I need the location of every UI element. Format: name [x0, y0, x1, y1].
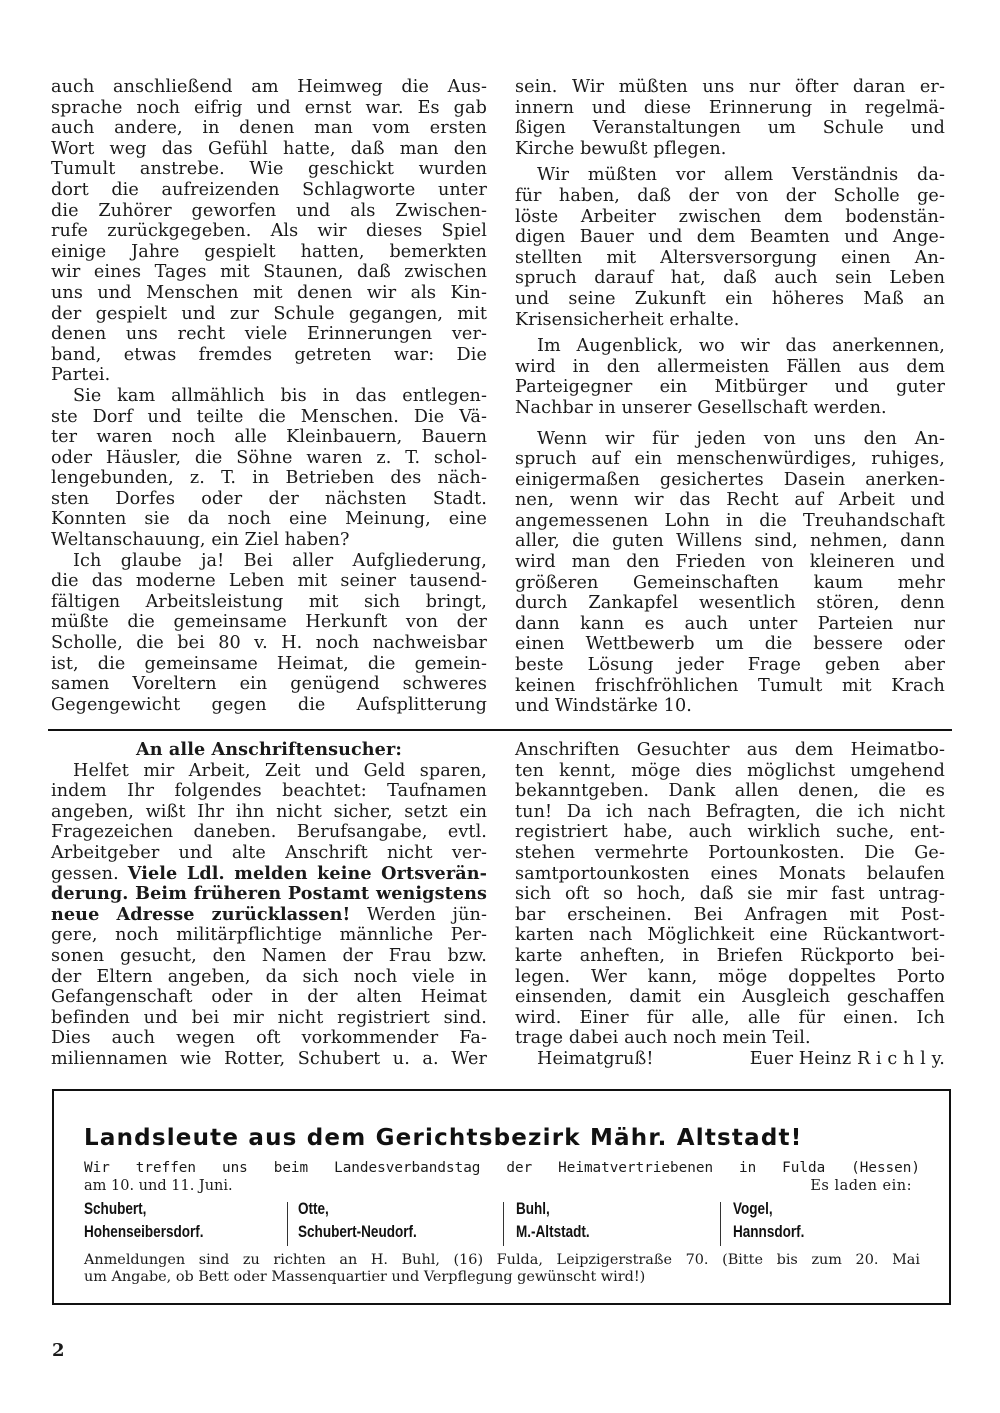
invite-label: Es laden ein:: [810, 1178, 912, 1194]
text-line: Ich glaube ja! Bei aller Aufgliederung,: [73, 550, 487, 571]
text-emphasis: neue Adresse zurücklassen!: [51, 903, 351, 925]
text-line: [51, 905, 487, 926]
text-line: wir eines Tages mit Staunen, daß zwischen: [51, 262, 487, 283]
text-line: der Eltern angeben, da sich noch viele in: [51, 966, 487, 987]
host-divider: [287, 1202, 288, 1246]
text-line: ßigen Veranstaltungen um Schule und: [515, 118, 945, 139]
text-line: karte anheften, in Briefen Rückporto bei-: [515, 945, 945, 966]
text-line: Fragezeichen daneben. Berufsangabe, evtl.: [51, 822, 487, 843]
text-line: Kirche bewußt pflegen.: [515, 138, 727, 159]
host-entry: [84, 1198, 204, 1244]
text-line: lengebunden, z. T. in Betrieben des näch-: [51, 468, 487, 489]
section-divider: [48, 729, 952, 731]
text-line: dort die aufreizenden Schlagworte unter: [51, 179, 487, 200]
text-line: einige Jahre gespielt hatten, bemerkten: [51, 241, 487, 262]
text-line: bekanntgeben. Dank allen denen, die es: [515, 781, 945, 802]
article-column-right: [515, 77, 945, 717]
text-line: Wort weg das Gefühl hatte, daß man den: [51, 138, 487, 159]
text-line: registriert habe, auch wirklich suche, ent-: [515, 822, 945, 843]
text-line: auch andere, in denen man vom ersten: [51, 118, 487, 139]
notice-column-right: [515, 740, 945, 1070]
text-line: sich oft so hoch, daß sie mir fast untrag-: [515, 884, 945, 905]
text-line: samen Voreltern ein genügend schweres: [51, 674, 487, 695]
text-line: keinen frischfröhlichen Tumult mit Krach: [515, 675, 945, 696]
announcement-subtitle: Wir treffen uns beim Landesverbandstag der Heimatvertriebenen in Fulda (Hessen): [84, 1160, 920, 1176]
host-name: Buhl,: [516, 1200, 550, 1218]
text-line: Nachbar in unserer Gesellschaft werden.: [515, 397, 887, 418]
text-line: stehen vermehrte Portounkosten. Die Ge-: [515, 842, 945, 863]
text-line: Helfet mir Arbeit, Zeit und Geld sparen,: [73, 760, 487, 781]
text-line: tun! Da ich nach Befragten, die ich nicht: [515, 801, 945, 822]
text-line: uns und Menschen mit denen wir als Kin-: [51, 282, 487, 303]
text-line: der gespielt und zur Schule gegangen, mit: [51, 303, 487, 324]
signature: Euer Heinz R i c h l y.: [749, 1048, 945, 1069]
host-name: Vogel,: [733, 1200, 773, 1218]
text-line: Anschriften Gesuchter aus dem Heimatbo-: [515, 740, 945, 760]
text-line: Sie kam allmählich bis in das entlegen-: [73, 385, 487, 406]
text-line: trage dabei auch noch mein Teil.: [515, 1028, 811, 1049]
host-divider: [720, 1202, 721, 1246]
host-place: M.-Altstadt.: [516, 1223, 590, 1241]
text-line: ist, die gemeinsame Heimat, die gemein-: [51, 653, 487, 674]
text-emphasis: derung. Beim früheren Postamt wenigstens: [51, 883, 487, 905]
text-line: Konnten sie da noch eine Meinung, eine: [51, 509, 487, 530]
text-line: die das moderne Leben mit seiner tausend-: [51, 571, 487, 592]
host-place: Hannsdorf.: [733, 1223, 805, 1241]
text-line: sten Dorfes oder der nächsten Stadt.: [51, 488, 487, 509]
text-plain: Werden jün-: [350, 904, 487, 925]
text-line: angeben, wißt Ihr ihn nicht sicher, setzt ein: [51, 801, 487, 822]
text-line: und Windstärke 10.: [515, 696, 692, 717]
text-line: sein. Wir müßten uns nur öfter daran er-: [515, 77, 945, 97]
text-line: ten kennt, möge dies möglichst umgehend: [515, 760, 945, 781]
host-name: Otte,: [298, 1200, 329, 1218]
notice-column-left: [51, 740, 487, 1070]
text-line: bar erscheinen. Bei Anfragen mit Post-: [515, 904, 945, 925]
text-line: samtportounkosten eines Monats belaufen: [515, 863, 945, 884]
text-line: Tumult anstrebe. Wie geschickt wurden: [51, 159, 487, 180]
text-line: löste Arbeiter zwischen dem bodenstän-: [515, 206, 945, 227]
host-entry: [516, 1198, 590, 1244]
text-line: Im Augenblick, wo wir das anerkennen,: [537, 336, 945, 357]
text-line: einen Wettbewerb um die bessere oder: [515, 634, 945, 655]
text-line: nen, wenn wir das Recht auf Arbeit und: [515, 490, 945, 511]
text-line: oder Häusler, die Söhne waren z. T. schol-: [51, 447, 487, 468]
text-line: durch Zankapfel wesentlich stören, denn: [515, 593, 945, 614]
text-line: ste Dorf und teilte die Menschen. Die Vä-: [51, 406, 487, 427]
host-entry: [733, 1198, 804, 1244]
text-line: karten nach Möglichkeit eine Rückantwort-: [515, 925, 945, 946]
text-line: Arbeitgeber und alte Anschrift nicht ver-: [51, 842, 487, 863]
text-line: Anmeldungen sind zu richten an H. Buhl, (16) Fulda, Leipzigerstraße 70. (Bitte bis zum 20. Mai: [84, 1252, 920, 1268]
announcement-footer: [84, 1252, 920, 1286]
host-place: Hohenseibersdorf.: [84, 1223, 204, 1241]
announcement-date: am 10. und 11. Juni.: [84, 1178, 233, 1194]
text-line: Scholle, die bei 80 v. H. noch nachweisbar: [51, 633, 487, 654]
text-line: Gegengewicht gegen die Aufsplitterung: [51, 694, 487, 715]
text-line: dann kann es auch unter Parteien nur: [515, 613, 945, 634]
text-line: wird in den allermeisten Fällen aus dem: [515, 356, 945, 377]
text-line: rufe zurückgegeben. Als wir dieses Spiel: [51, 221, 487, 242]
text-line: und seine Zukunft ein höheres Maß an: [515, 288, 945, 309]
announcement-title: Landsleute aus dem Gerichtsbezirk Mähr. Altstadt!: [84, 1125, 803, 1151]
text-line: einsenden, damit ein Ausgleich geschaffen: [515, 987, 945, 1008]
text-line: Wenn wir für jeden von uns den An-: [537, 428, 945, 449]
signature-line: [515, 1049, 945, 1070]
host-divider: [503, 1202, 504, 1246]
text-line: befinden und bei mir nicht registriert sind.: [51, 1007, 487, 1028]
text-line: für haben, daß der von der Scholle ge-: [515, 185, 945, 206]
text-line: um Angabe, ob Bett oder Massenquartier und Verpflegung gewünscht wird!): [84, 1269, 646, 1285]
text-line: [51, 864, 487, 885]
text-plain: gessen.: [51, 863, 128, 884]
text-emphasis: Viele Ldl. melden keine Ortsverän-: [127, 862, 487, 884]
text-line: angemessenen Lohn in die Treuhandschaft: [515, 510, 945, 531]
text-line: digen Bauer und dem Beamten und Ange-: [515, 227, 945, 248]
text-line: legen. Wer kann, möge doppeltes Porto: [515, 966, 945, 987]
text-line: aller, die guten Willens sind, nehmen, dann: [515, 531, 945, 552]
text-line: gere, noch militärpflichtige männliche Per-: [51, 925, 487, 946]
text-line: spruch darauf hat, daß auch sein Leben: [515, 268, 945, 289]
text-line: ter waren noch alle Kleinbauern, Bauern: [51, 427, 487, 448]
text-line: indem Ihr folgendes beachtet: Taufnamen: [51, 781, 487, 802]
text-line: einigermaßen gesichertes Dasein anerken-: [515, 469, 945, 490]
text-line: müßte die gemeinsame Herkunft von der: [51, 612, 487, 633]
notice-heading: An alle Anschriftensucher:: [136, 739, 402, 760]
text-line: innern und diese Erinnerung in regelmä-: [515, 97, 945, 118]
text-line: stellten mit Altersversorgung einen An-: [515, 247, 945, 268]
text-line: fältigen Arbeitsleistung mit sich bringt,: [51, 591, 487, 612]
text-line: Parteigegner ein Mitbürger und guter: [515, 377, 945, 398]
text-line: Partei.: [51, 365, 111, 386]
text-line: sprache noch eifrig und ernst war. Es gab: [51, 97, 487, 118]
text-line: Weltanschauung, ein Ziel haben?: [51, 530, 350, 551]
text-line: beste Lösung jeder Frage geben aber: [515, 655, 945, 676]
text-line: sonen gesucht, den Namen der Frau bzw.: [51, 945, 487, 966]
text-line: band, etwas fremdes getreten war: Die: [51, 344, 487, 365]
text-line: wird man den Frieden von kleineren und: [515, 552, 945, 573]
text-line: spruch auf ein menschenwürdiges, ruhiges,: [515, 449, 945, 470]
text-line: die Zuhörer geworfen und als Zwischen-: [51, 200, 487, 221]
host-entry: [298, 1198, 417, 1244]
host-name: Schubert,: [84, 1200, 147, 1218]
text-line: Krisensicherheit erhalte.: [515, 309, 740, 330]
text-line: wird. Einer für alle, alle für einen. Ich: [515, 1007, 945, 1028]
host-place: Schubert-Neudorf.: [298, 1223, 417, 1241]
text-line: Dies auch wegen oft vorkommender Fa-: [51, 1028, 487, 1049]
text-line: Wir müßten vor allem Verständnis da-: [537, 165, 945, 186]
closing-greeting: Heimatgruß!: [537, 1048, 654, 1069]
text-line: größeren Gemeinschaften kaum mehr: [515, 572, 945, 593]
text-line: denen uns recht viele Erinnerungen ver-: [51, 324, 487, 345]
text-line: auch anschließend am Heimweg die Aus-: [51, 77, 487, 97]
article-column-left: [51, 77, 487, 715]
text-line: miliennamen wie Rotter, Schubert u. a. Wer: [51, 1048, 487, 1069]
text-line: Gefangenschaft oder in der alten Heimat: [51, 987, 487, 1008]
page-number: 2: [52, 1340, 65, 1361]
